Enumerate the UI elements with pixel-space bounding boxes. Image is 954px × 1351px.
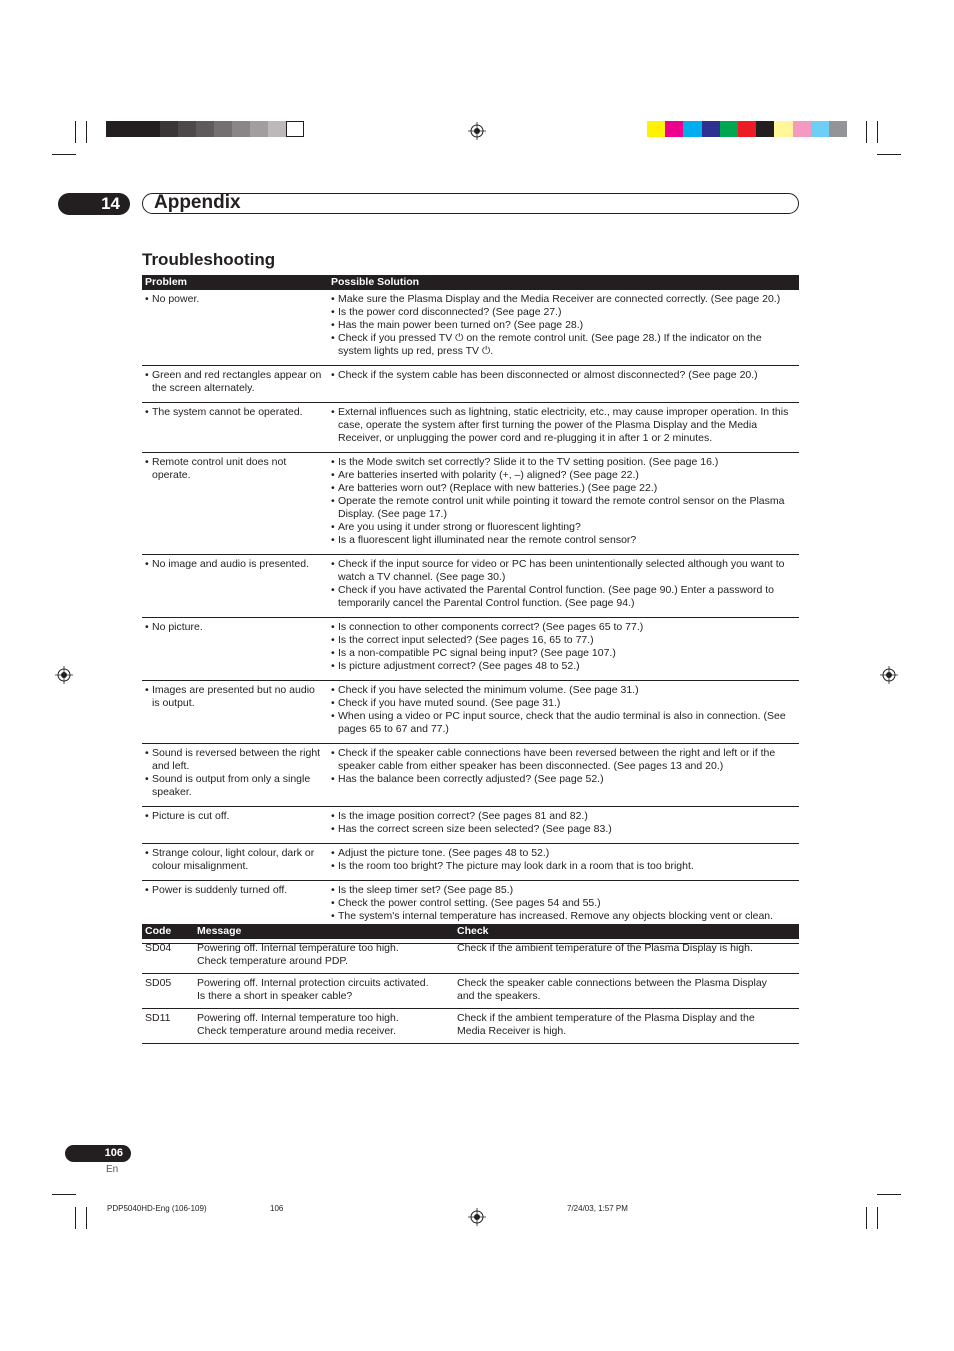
- header-code: Code: [142, 924, 194, 939]
- color-swatch: [160, 121, 178, 137]
- solution-item: [331, 747, 796, 773]
- message-cell: [194, 939, 454, 974]
- error-code: SD04: [142, 939, 194, 974]
- solution-item: [331, 847, 796, 860]
- solution-item: [331, 332, 796, 358]
- problem-item-text: No picture.: [152, 621, 203, 633]
- footer-page: 106: [270, 1204, 284, 1213]
- color-swatch: [196, 121, 214, 137]
- solution-item: [331, 710, 796, 736]
- problem-item: [145, 621, 325, 634]
- table-row: [142, 555, 799, 618]
- check-line: Check the speaker cable connections between the Plasma Display: [457, 977, 767, 989]
- solution-item: [331, 584, 796, 610]
- table-row: [142, 744, 799, 807]
- solution-item-text: Check if the speaker cable connections have been reversed between the right and left or if the speaker cable from either speaker has been disconnected. (See pages 13 and 20.): [338, 747, 776, 772]
- error-code-table: [142, 924, 799, 1044]
- problem-item-text: Sound is output from only a single speaker.: [152, 773, 311, 798]
- solution-item-text: External influences such as lightning, static electricity, etc., may cause improper operation. In this case, operate the system after first turning the power of the Plasma Display and the Media Receiver, or unplugging the power cord and re-plugging it in after 1 or 2 minutes.: [338, 406, 789, 444]
- bullet-icon: •: [331, 660, 335, 672]
- solution-item-text: Check if you have muted sound. (See page 31.): [338, 697, 561, 709]
- bullet-icon: •: [331, 847, 335, 859]
- bullet-icon: •: [145, 293, 149, 305]
- bullet-icon: •: [331, 684, 335, 696]
- solution-item-text: Are batteries inserted with polarity (+, –) aligned? (See page 22.): [338, 469, 639, 481]
- table-row: [142, 290, 799, 366]
- color-swatch: [142, 121, 160, 137]
- problem-item: [145, 369, 325, 395]
- problem-cell: [142, 807, 328, 844]
- problem-item-text: Sound is reversed between the right and left.: [152, 747, 321, 772]
- bullet-icon: •: [145, 810, 149, 822]
- color-swatch: [811, 121, 829, 137]
- bullet-icon: •: [331, 469, 335, 481]
- problem-cell: [142, 744, 328, 807]
- problem-item-text: Power is suddenly turned off.: [152, 884, 288, 896]
- check-line: Check if the ambient temperature of the Plasma Display is high.: [457, 942, 753, 954]
- solution-item: [331, 293, 796, 306]
- solution-item-text: When using a video or PC input source, check that the audio terminal is also in connection. (See pages 65 to 67 and 77.): [338, 710, 786, 735]
- problem-item-text: Green and red rectangles appear on the screen alternately.: [152, 369, 322, 394]
- solution-item: [331, 810, 796, 823]
- bullet-icon: •: [331, 456, 335, 468]
- problem-cell: [142, 681, 328, 744]
- solution-item-text: Are batteries worn out? (Replace with new batteries.) (See page 22.): [338, 482, 658, 494]
- table-row: [142, 939, 799, 974]
- color-swatch: [683, 121, 701, 137]
- bullet-icon: •: [145, 884, 149, 896]
- solution-item-text: Operate the remote control unit while pointing it toward the remote control sensor on the Plasma Display. (See page 17.): [338, 495, 785, 520]
- solution-item: [331, 897, 796, 910]
- solution-item-text: Is the room too bright? The picture may look dark in a room that is too bright.: [338, 860, 694, 872]
- color-swatch: [124, 121, 142, 137]
- solution-item-text: Is the correct input selected? (See pages 16, 65 to 77.): [338, 634, 594, 646]
- bullet-icon: •: [331, 495, 335, 507]
- problem-cell: [142, 403, 328, 453]
- problem-cell: [142, 555, 328, 618]
- solution-item-text: Is a non-compatible PC signal being input? (See page 107.): [338, 647, 616, 659]
- color-swatch: [774, 121, 792, 137]
- solution-item: [331, 306, 796, 319]
- solution-item-text: Check if the input source for video or PC has been unintentionally selected although you want to watch a TV channel. (See page 30.): [338, 558, 785, 583]
- solution-item-text: Check if you have activated the Parental Control function. (See page 90.) Enter a password to temporarily cancel the Parental Control function. (See page 94.): [338, 584, 775, 609]
- message-line: Powering off. Internal temperature too high.: [197, 942, 399, 954]
- bullet-icon: •: [331, 634, 335, 646]
- solution-item: [331, 521, 796, 534]
- bullet-icon: •: [331, 406, 335, 418]
- bullet-icon: •: [331, 319, 335, 331]
- table-row: [142, 453, 799, 555]
- color-swatch: [756, 121, 774, 137]
- problem-item: [145, 456, 325, 482]
- bullet-icon: •: [145, 558, 149, 570]
- bullet-icon: •: [331, 910, 335, 922]
- solution-item: [331, 860, 796, 873]
- problem-item-text: Picture is cut off.: [152, 810, 230, 822]
- message-line: Powering off. Internal temperature too high.: [197, 1012, 399, 1024]
- color-swatch: [665, 121, 683, 137]
- problem-item: [145, 406, 325, 419]
- solution-item-text: Is the power cord disconnected? (See page 27.): [338, 306, 562, 318]
- solution-cell: [328, 744, 799, 807]
- header-check: Check: [454, 924, 799, 939]
- solution-item: [331, 406, 796, 445]
- header-message: Message: [194, 924, 454, 939]
- solution-item: [331, 319, 796, 332]
- solution-cell: [328, 844, 799, 881]
- bullet-icon: •: [331, 810, 335, 822]
- section-title: Troubleshooting: [142, 250, 276, 269]
- troubleshooting-table: [142, 275, 799, 944]
- problem-cell: [142, 366, 328, 403]
- solution-item: [331, 697, 796, 710]
- color-swatch: [738, 121, 756, 137]
- bullet-icon: •: [145, 406, 149, 418]
- problem-item-text: The system cannot be operated.: [152, 406, 303, 418]
- bullet-icon: •: [331, 584, 335, 596]
- bullet-icon: •: [331, 534, 335, 546]
- problem-cell: [142, 453, 328, 555]
- bullet-icon: •: [145, 456, 149, 468]
- bullet-icon: •: [331, 823, 335, 835]
- check-cell: [454, 939, 799, 974]
- bullet-icon: •: [331, 860, 335, 872]
- solution-item: [331, 469, 796, 482]
- registration-mark-icon: [468, 1208, 486, 1226]
- bullet-icon: •: [331, 710, 335, 722]
- solution-item-text: Is the image position correct? (See pages 81 and 82.): [338, 810, 588, 822]
- problem-item-text: Remote control unit does not operate.: [152, 456, 287, 481]
- error-code: SD11: [142, 1009, 194, 1044]
- color-swatch: [286, 121, 304, 137]
- solution-item-text: Has the correct screen size been selected? (See page 83.): [338, 823, 612, 835]
- solution-item-text: Make sure the Plasma Display and the Media Receiver are connected correctly. (See page 20.): [338, 293, 781, 305]
- message-cell: [194, 1009, 454, 1044]
- table-row: [142, 681, 799, 744]
- registration-mark-icon: [55, 666, 73, 684]
- solution-item-text: Has the balance been correctly adjusted? (See page 52.): [338, 773, 604, 785]
- registration-mark-icon: [468, 122, 486, 140]
- bullet-icon: •: [145, 847, 149, 859]
- bullet-icon: •: [331, 747, 335, 759]
- solution-cell: [328, 453, 799, 555]
- color-swatch: [702, 121, 720, 137]
- solution-item: [331, 482, 796, 495]
- bullet-icon: •: [331, 773, 335, 785]
- problem-item-text: No image and audio is presented.: [152, 558, 310, 570]
- solution-cell: [328, 403, 799, 453]
- problem-item-text: Strange colour, light colour, dark or colour misalignment.: [152, 847, 315, 872]
- table-row: [142, 618, 799, 681]
- bullet-icon: •: [331, 521, 335, 533]
- solution-item-text: Check if the system cable has been disconnected or almost disconnected? (See page 20.): [338, 369, 758, 381]
- message-cell: [194, 974, 454, 1009]
- solution-cell: [328, 366, 799, 403]
- solution-cell: [328, 681, 799, 744]
- bullet-icon: •: [145, 684, 149, 696]
- table-row: [142, 1009, 799, 1044]
- table-row: [142, 403, 799, 453]
- solution-item-text: Check if you have selected the minimum volume. (See page 31.): [338, 684, 639, 696]
- bullet-icon: •: [331, 293, 335, 305]
- solution-item: [331, 621, 796, 634]
- solution-item: [331, 660, 796, 673]
- solution-item: [331, 634, 796, 647]
- color-swatch: [250, 121, 268, 137]
- solution-item: [331, 773, 796, 786]
- bullet-icon: •: [331, 482, 335, 494]
- solution-item: [331, 823, 796, 836]
- color-swatch: [178, 121, 196, 137]
- check-line: Media Receiver is high.: [457, 1025, 567, 1037]
- bullet-icon: •: [331, 306, 335, 318]
- solution-item: [331, 369, 796, 382]
- problem-item: [145, 810, 325, 823]
- solution-item: [331, 884, 796, 897]
- solution-cell: [328, 807, 799, 844]
- table-row: [142, 974, 799, 1009]
- problem-cell: [142, 290, 328, 366]
- bullet-icon: •: [145, 773, 149, 785]
- message-line: Is there a short in speaker cable?: [197, 990, 353, 1002]
- problem-item: [145, 293, 325, 306]
- solution-cell: [328, 290, 799, 366]
- bullet-icon: •: [331, 332, 335, 344]
- registration-mark-icon: [880, 666, 898, 684]
- bullet-icon: •: [331, 697, 335, 709]
- message-line: Powering off. Internal protection circuits activated.: [197, 977, 429, 989]
- problem-item-text: No power.: [152, 293, 200, 305]
- solution-cell: [328, 618, 799, 681]
- language-code: En: [106, 1164, 119, 1175]
- solution-item: [331, 647, 796, 660]
- solution-item: [331, 534, 796, 547]
- check-line: and the speakers.: [457, 990, 541, 1002]
- solution-item: [331, 684, 796, 697]
- solution-item-text: Adjust the picture tone. (See pages 48 to 52.): [338, 847, 550, 859]
- problem-item: [145, 684, 325, 710]
- bullet-icon: •: [331, 884, 335, 896]
- color-swatch: [647, 121, 665, 137]
- solution-item: [331, 456, 796, 469]
- solution-item: [331, 558, 796, 584]
- color-swatch: [214, 121, 232, 137]
- footer-file-name: PDP5040HD-Eng (106-109): [107, 1204, 207, 1213]
- header-problem: Problem: [142, 275, 328, 290]
- table-row: [142, 366, 799, 403]
- problem-item: [145, 747, 325, 773]
- page-number: 106: [65, 1145, 131, 1162]
- problem-item-text: Images are presented but no audio is output.: [152, 684, 315, 709]
- chapter-number: 14: [58, 193, 130, 215]
- problem-item: [145, 884, 325, 897]
- color-swatch: [793, 121, 811, 137]
- color-swatch: [829, 121, 847, 137]
- bullet-icon: •: [331, 897, 335, 909]
- check-cell: [454, 1009, 799, 1044]
- bullet-icon: •: [331, 647, 335, 659]
- solution-item-text: Is the sleep timer set? (See page 85.): [338, 884, 514, 896]
- table-row: [142, 844, 799, 881]
- solution-item-text: Check the power control setting. (See pages 54 and 55.): [338, 897, 601, 909]
- bullet-icon: •: [331, 369, 335, 381]
- color-swatch: [268, 121, 286, 137]
- problem-cell: [142, 618, 328, 681]
- color-swatch: [720, 121, 738, 137]
- check-line: Check if the ambient temperature of the Plasma Display and the: [457, 1012, 755, 1024]
- problem-item: [145, 847, 325, 873]
- solution-item-text: Is the Mode switch set correctly? Slide it to the TV setting position. (See page 16.): [338, 456, 719, 468]
- problem-item: [145, 558, 325, 571]
- solution-item-text: Has the main power been turned on? (See page 28.): [338, 319, 584, 331]
- table-row: [142, 807, 799, 844]
- solution-item-text: Is a fluorescent light illuminated near the remote control sensor?: [338, 534, 637, 546]
- color-swatch: [232, 121, 250, 137]
- problem-item: [145, 773, 325, 799]
- header-solution: Possible Solution: [328, 275, 799, 290]
- solution-item-text: Is picture adjustment correct? (See pages 48 to 52.): [338, 660, 580, 672]
- chapter-title: Appendix: [154, 192, 241, 213]
- problem-cell: [142, 844, 328, 881]
- bullet-icon: •: [331, 621, 335, 633]
- color-swatch: [106, 121, 124, 137]
- solution-item-text: The system's internal temperature has increased. Remove any objects blocking vent or clean.: [338, 910, 774, 922]
- bullet-icon: •: [145, 369, 149, 381]
- message-line: Check temperature around media receiver.: [197, 1025, 397, 1037]
- message-line: Check temperature around PDP.: [197, 955, 348, 967]
- solution-item-text: Check if you pressed TV ⏻ on the remote control unit. (See page 28.) If the indicator on the system lights up red, press TV ⏻.: [338, 332, 762, 357]
- solution-cell: [328, 555, 799, 618]
- error-code: SD05: [142, 974, 194, 1009]
- check-cell: [454, 974, 799, 1009]
- solution-item-text: Are you using it under strong or fluorescent lighting?: [338, 521, 581, 533]
- bullet-icon: •: [145, 747, 149, 759]
- bullet-icon: •: [145, 621, 149, 633]
- footer-date: 7/24/03, 1:57 PM: [567, 1204, 628, 1213]
- bullet-icon: •: [331, 558, 335, 570]
- solution-item: [331, 495, 796, 521]
- solution-item-text: Is connection to other components correct? (See pages 65 to 77.): [338, 621, 644, 633]
